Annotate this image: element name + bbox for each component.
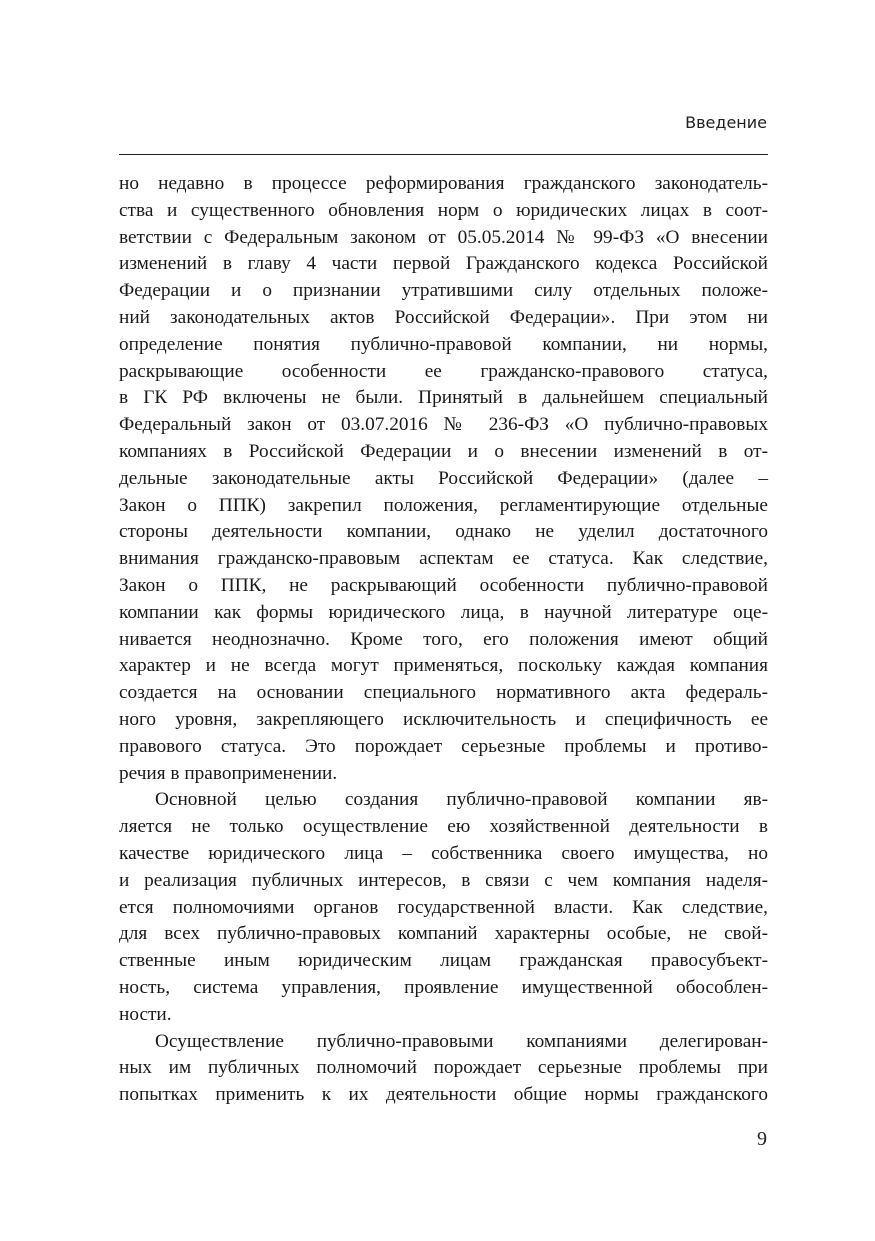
text-line: Закон о ППК, не раскрывающий особенности публично-правовой (119, 574, 768, 596)
text-line: но недавно в процессе реформирования гражданского законодатель- (119, 173, 768, 194)
text-line: внимания гражданско-правовым аспектам ее статуса. Как следствие, (119, 548, 768, 570)
text-line: Федеральный закон от 03.07.2016 № 236-ФЗ «О публично-правовых (119, 414, 768, 436)
text-line: Федерации и о признании утратившими силу отдельных положе- (119, 280, 768, 302)
text-line: изменений в главу 4 части первой Гражданского кодекса Российской (119, 253, 768, 275)
text-line: для всех публично-правовых компаний характерны особые, не свой- (119, 923, 768, 945)
text-line: в ГК РФ включены не были. Принятый в дальнейшем специальный (119, 387, 768, 409)
text-line: качестве юридического лица – собственника своего имущества, но (119, 842, 768, 864)
text-line: ность, система управления, проявление имущественной обособлен- (119, 976, 768, 998)
running-header-title: Введение (685, 113, 767, 132)
text-line: и реализация публичных интересов, в связи с чем компания наделя- (119, 869, 768, 891)
header-divider (119, 154, 768, 155)
text-line: ного уровня, закрепляющего исключительность и специфичность ее (119, 708, 768, 730)
text-line: создается на основании специального нормативного акта федераль- (119, 682, 768, 704)
text-line: ности. (119, 1003, 172, 1025)
text-line: речия в правоприменении. (119, 762, 338, 784)
text-line: ется полномочиями органов государственной власти. Как следствие, (119, 896, 768, 918)
text-line: Закон о ППК) закрепил положения, регламентирующие отдельные (119, 494, 768, 516)
text-line: дельные законодательные акты Российской Федерации» (далее – (119, 467, 768, 489)
text-line: попытках применить к их деятельности общие нормы гражданского (119, 1084, 768, 1106)
text-line: компании как формы юридического лица, в научной литературе оце- (119, 601, 768, 623)
text-line: определение понятия публично-правовой компании, ни нормы, (119, 333, 768, 355)
text-line: Основной целью создания публично-правовой компании яв- (155, 789, 768, 811)
paragraph-3 (119, 1029, 768, 1109)
paragraph-1 (119, 171, 768, 787)
text-line: стороны деятельности компании, однако не уделил достаточного (119, 521, 768, 543)
text-line: раскрывающие особенности ее гражданско-правового статуса, (119, 360, 768, 382)
text-line: ветствии с Федеральным законом от 05.05.2014 № 99-ФЗ «О внесении (119, 226, 768, 248)
text-line: правового статуса. Это порождает серьезные проблемы и противо- (119, 735, 768, 757)
text-line: ства и существенного обновления норм о юридических лицах в соот- (119, 199, 768, 221)
text-line: ляется не только осуществление ею хозяйственной деятельности в (119, 816, 768, 838)
text-line: нивается неоднозначно. Кроме того, его положения имеют общий (119, 628, 768, 650)
main-text (119, 171, 768, 1109)
text-line: ний законодательных актов Российской Федерации». При этом ни (119, 306, 768, 328)
text-line: ственные иным юридическим лицам гражданская правосубъект- (119, 950, 768, 972)
text-line: характер и не всегда могут применяться, поскольку каждая компания (119, 655, 768, 677)
page-number: 9 (757, 1128, 767, 1150)
text-line: ных им публичных полномочий порождает серьезные проблемы при (119, 1057, 768, 1079)
paragraph-2 (119, 787, 768, 1028)
text-line: Осуществление публично-правовыми компаниями делегирован- (155, 1030, 768, 1052)
text-line: компаниях в Российской Федерации и о внесении изменений в от- (119, 440, 768, 462)
